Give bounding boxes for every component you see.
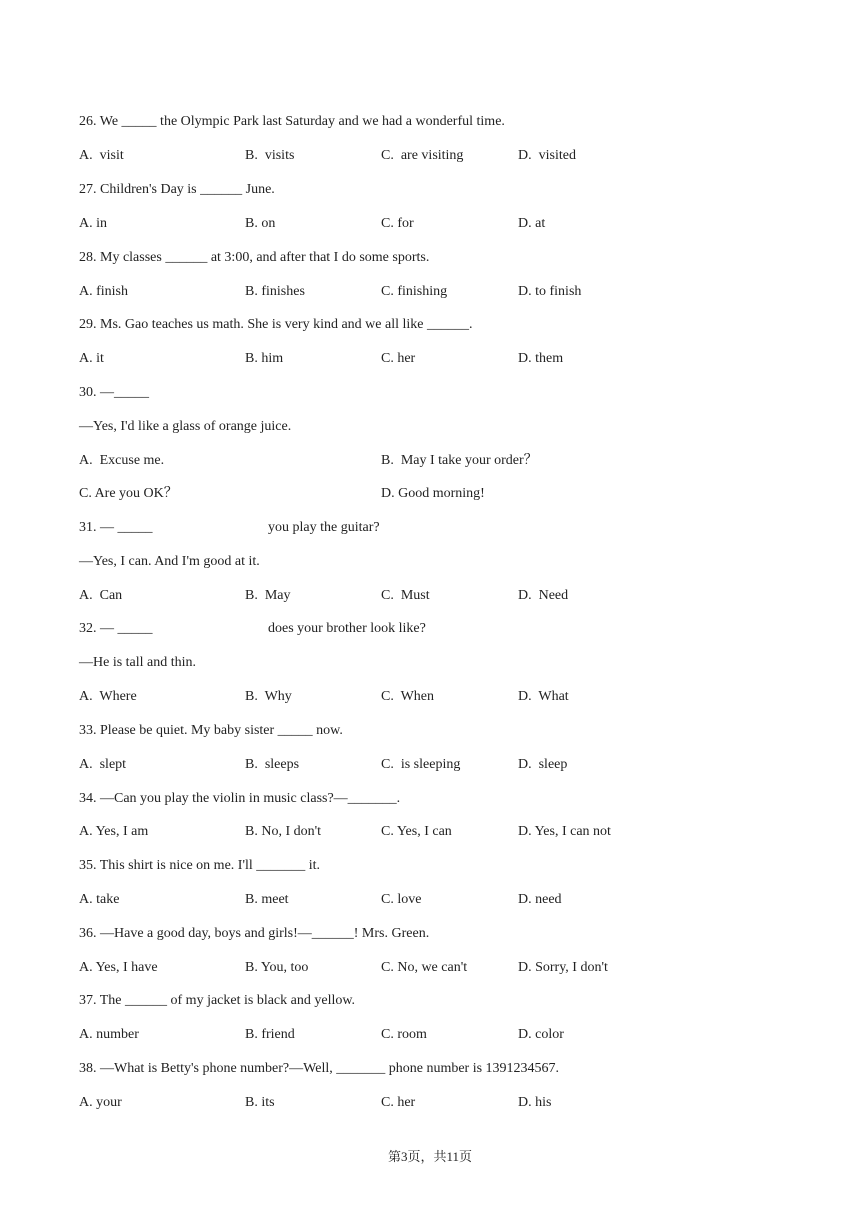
option-29-c: C. her bbox=[381, 351, 416, 366]
option-33-a: A. slept bbox=[79, 757, 127, 772]
option-32-d: D. What bbox=[518, 689, 569, 704]
option-35-d: D. need bbox=[518, 892, 562, 907]
option-31-b: B. May bbox=[245, 588, 291, 603]
question-stem-32: 32. — _____ bbox=[79, 621, 153, 636]
option-31-a: A. Can bbox=[79, 588, 123, 603]
page-number-footer: 第3页，共11页 bbox=[387, 1149, 473, 1164]
question-stem-tail-31: you play the guitar? bbox=[268, 520, 380, 535]
option-26-d: D. visited bbox=[518, 148, 576, 163]
question-reply-30: —Yes, I'd like a glass of orange juice. bbox=[79, 419, 292, 434]
option-36-b: B. You, too bbox=[245, 960, 309, 975]
option-27-b: B. on bbox=[245, 216, 276, 231]
option-38-b: B. its bbox=[245, 1095, 275, 1110]
option-37-d: D. color bbox=[518, 1027, 564, 1042]
option-32-c: C. When bbox=[381, 689, 435, 704]
option-34-d: D. Yes, I can not bbox=[518, 824, 611, 839]
question-stem-34: 34. —Can you play the violin in music class?—_______. bbox=[79, 791, 401, 806]
option-34-b: B. No, I don't bbox=[245, 824, 322, 839]
question-stem-35: 35. This shirt is nice on me. I'll _______ it. bbox=[79, 858, 321, 873]
option-29-b: B. him bbox=[245, 351, 284, 366]
question-stem-33: 33. Please be quiet. My baby sister _____ now. bbox=[79, 723, 343, 738]
question-stem-26: 26. We _____ the Olympic Park last Saturday and we had a wonderful time. bbox=[79, 114, 505, 129]
option-30-c: C. Are you OK？ bbox=[79, 486, 178, 501]
question-stem-31: 31. — _____ bbox=[79, 520, 153, 535]
option-34-c: C. Yes, I can bbox=[381, 824, 452, 839]
option-33-b: B. sleeps bbox=[245, 757, 300, 772]
option-35-a: A. take bbox=[79, 892, 120, 907]
question-stem-tail-32: does your brother look like? bbox=[268, 621, 426, 636]
option-29-d: D. them bbox=[518, 351, 564, 366]
option-30-b: B. May I take your order？ bbox=[381, 453, 538, 468]
option-27-a: A. in bbox=[79, 216, 107, 231]
question-stem-30: 30. —_____ bbox=[79, 385, 149, 400]
option-29-a: A. it bbox=[79, 351, 104, 366]
option-31-d: D. Need bbox=[518, 588, 569, 603]
option-36-c: C. No, we can't bbox=[381, 960, 468, 975]
question-stem-29: 29. Ms. Gao teaches us math. She is very kind and we all like ______. bbox=[79, 317, 473, 332]
option-28-b: B. finishes bbox=[245, 284, 305, 299]
question-stem-38: 38. —What is Betty's phone number?—Well, _______ phone number is 1391234567. bbox=[79, 1061, 560, 1076]
question-reply-32: —He is tall and thin. bbox=[79, 655, 197, 670]
option-38-d: D. his bbox=[518, 1095, 552, 1110]
option-38-a: A. your bbox=[79, 1095, 122, 1110]
option-32-a: A. Where bbox=[79, 689, 137, 704]
option-34-a: A. Yes, I am bbox=[79, 824, 149, 839]
question-stem-37: 37. The ______ of my jacket is black and yellow. bbox=[79, 993, 356, 1008]
question-stem-28: 28. My classes ______ at 3:00, and after that I do some sports. bbox=[79, 250, 430, 265]
option-28-c: C. finishing bbox=[381, 284, 448, 299]
option-31-c: C. Must bbox=[381, 588, 430, 603]
option-36-a: A. Yes, I have bbox=[79, 960, 158, 975]
option-36-d: D. Sorry, I don't bbox=[518, 960, 608, 975]
option-37-c: C. room bbox=[381, 1027, 427, 1042]
option-28-a: A. finish bbox=[79, 284, 128, 299]
option-35-c: C. love bbox=[381, 892, 422, 907]
option-35-b: B. meet bbox=[245, 892, 289, 907]
question-stem-36: 36. —Have a good day, boys and girls!—______! Mrs. Green. bbox=[79, 926, 430, 941]
option-30-a: A. Excuse me. bbox=[79, 453, 165, 468]
option-30-d: D. Good morning! bbox=[381, 486, 485, 501]
option-33-d: D. sleep bbox=[518, 757, 568, 772]
option-26-b: B. visits bbox=[245, 148, 295, 163]
option-37-b: B. friend bbox=[245, 1027, 295, 1042]
option-33-c: C. is sleeping bbox=[381, 757, 461, 772]
option-37-a: A. number bbox=[79, 1027, 139, 1042]
option-27-d: D. at bbox=[518, 216, 546, 231]
question-reply-31: —Yes, I can. And I'm good at it. bbox=[79, 554, 260, 569]
option-28-d: D. to finish bbox=[518, 284, 582, 299]
question-stem-27: 27. Children's Day is ______ June. bbox=[79, 182, 275, 197]
option-38-c: C. her bbox=[381, 1095, 416, 1110]
option-26-c: C. are visiting bbox=[381, 148, 464, 163]
option-27-c: C. for bbox=[381, 216, 414, 231]
option-26-a: A. visit bbox=[79, 148, 124, 163]
option-32-b: B. Why bbox=[245, 689, 292, 704]
